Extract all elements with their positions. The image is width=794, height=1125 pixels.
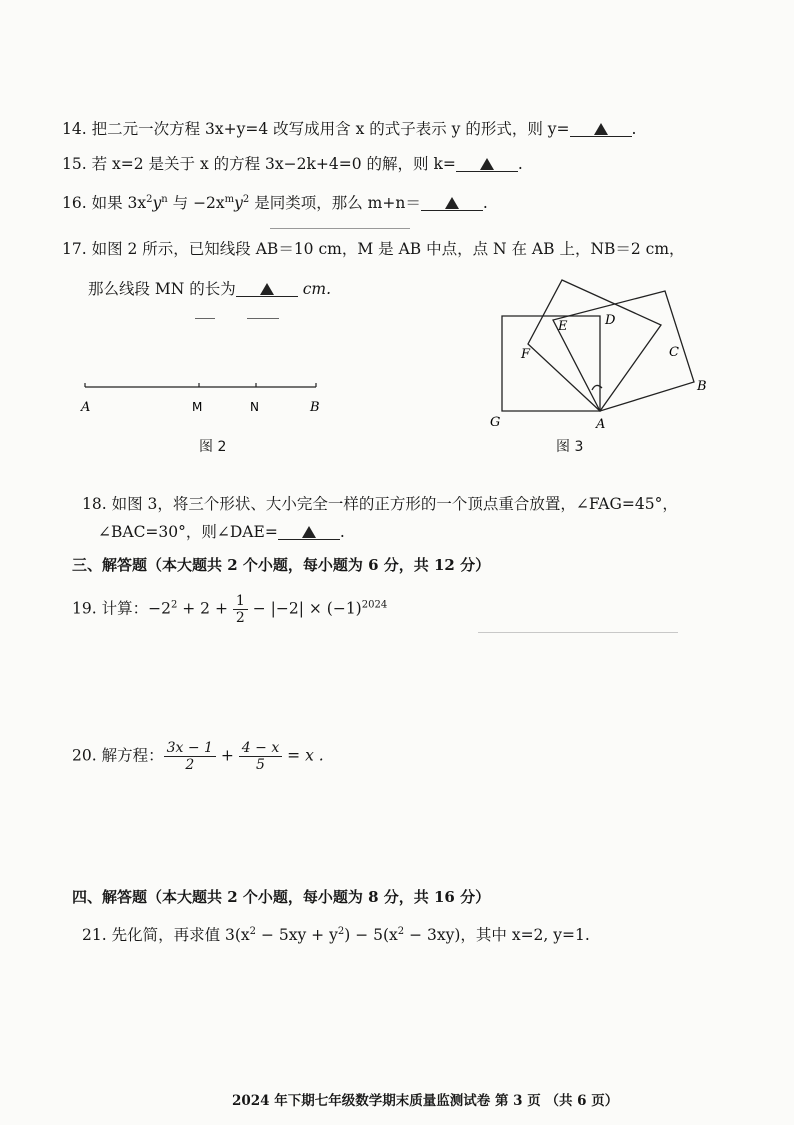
q16-text-e: 是同类项，那么 m+n＝ (249, 194, 421, 212)
q18-text2: ∠BAC=30°，则∠DAE= (98, 523, 278, 541)
label-c: C (669, 345, 679, 360)
label-g: G (490, 415, 501, 430)
q16-exp3: m (224, 193, 235, 205)
q20-fraction-2 (239, 741, 282, 772)
q18-text: 如图 3，将三个形状、大小完全一样的正方形的一个顶点重合放置，∠FAG=45°， (111, 495, 678, 513)
q15-end: . (517, 155, 523, 173)
q19-fraction (233, 594, 248, 625)
q19-expr-c: − |−2| × (−1) (247, 599, 362, 618)
q19-expr-a: −2 (148, 599, 171, 618)
q17-number: 17. (62, 240, 87, 258)
q20-plus: + (215, 746, 239, 765)
question-17-line2 (88, 282, 331, 298)
figure-3-caption: 图 3 (556, 439, 584, 455)
label-b: B (310, 400, 320, 415)
figure-2-segment (70, 375, 330, 425)
q21-e2: 2 (337, 925, 345, 937)
question-19 (72, 594, 387, 625)
label-d: D (605, 313, 616, 328)
figure-2-caption: 图 2 (199, 439, 227, 455)
q16-number: 16. (62, 194, 87, 212)
q15-answer-blank[interactable] (456, 157, 518, 172)
q19-number: 19. (72, 599, 97, 618)
scan-artifact-line (195, 318, 215, 319)
q16-exp1: 2 (146, 193, 153, 205)
label-b: B (697, 379, 707, 394)
question-16 (62, 193, 488, 212)
q18-end: . (339, 523, 345, 541)
question-18-line2 (98, 525, 345, 541)
question-20 (72, 741, 324, 772)
label-a: A (81, 400, 91, 415)
scan-artifact-line (270, 228, 410, 229)
scan-artifact-line (247, 318, 279, 319)
q14-end: . (631, 120, 637, 138)
q16-end: . (482, 194, 488, 212)
q17-text: 如图 2 所示，已知线段 AB＝10 cm，M 是 AB 中点，点 N 在 AB 上，NB＝2 cm， (91, 240, 685, 258)
q16-text-a: 如果 3x (91, 194, 147, 212)
q21-number: 21. (82, 926, 107, 944)
label-a: A (596, 417, 606, 432)
square-afed (528, 280, 661, 411)
page-footer: 2024 年下期七年级数学期末质量监测试卷 第 3 页 （共 6 页） (232, 1093, 619, 1109)
q19-frac-num: 1 (233, 594, 248, 610)
q19-expr-b: + 2 + (177, 599, 233, 618)
q20-f1-den: 2 (185, 757, 195, 773)
section-4-heading: 四、解答题（本大题共 2 个小题，每小题为 8 分，共 16 分） (72, 888, 491, 906)
triangle-icon (260, 283, 274, 295)
q16-answer-blank[interactable] (421, 196, 483, 211)
q21-text-d: − 3xy)，其中 x=2, y=1. (404, 926, 590, 944)
q18-answer-blank[interactable] (278, 525, 340, 540)
q20-fraction-1 (164, 741, 216, 772)
question-18 (82, 497, 678, 513)
q20-rhs: = x . (282, 746, 324, 765)
q21-e1: 2 (249, 925, 257, 937)
q19-label: 计算： (101, 599, 149, 618)
q15-text: 若 x=2 是关于 x 的方程 3x−2k+4=0 的解，则 k= (91, 155, 456, 173)
question-15 (62, 157, 523, 173)
q20-label: 解方程： (101, 746, 164, 765)
figure-3-squares (488, 278, 718, 433)
q21-e3: 2 (397, 925, 405, 937)
triangle-icon (445, 197, 459, 209)
q20-number: 20. (72, 746, 97, 765)
question-21 (82, 925, 590, 944)
question-17 (62, 242, 685, 258)
q19-exp-c: 2024 (361, 599, 388, 611)
question-14 (62, 122, 636, 138)
scan-artifact-line (478, 632, 678, 633)
triangle-icon (594, 123, 608, 135)
q15-number: 15. (62, 155, 87, 173)
triangle-icon (302, 526, 316, 538)
q21-text-b: − 5xy + y (256, 926, 338, 944)
q17-text2: 那么线段 MN 的长为 (88, 280, 236, 298)
q19-exp-a: 2 (170, 599, 178, 611)
q16-exp2: n (161, 193, 168, 205)
section-3-heading: 三、解答题（本大题共 2 个小题，每小题为 6 分，共 12 分） (72, 556, 491, 574)
label-e: E (558, 319, 568, 334)
q14-text: 把二元一次方程 3x+y=4 改写成用含 x 的式子表示 y 的形式，则 y= (91, 120, 570, 138)
q19-frac-den: 2 (235, 610, 245, 626)
q16-text-d: y (234, 194, 243, 212)
triangle-icon (480, 158, 494, 170)
q16-text-b: y (152, 194, 162, 212)
label-m: M (192, 400, 203, 414)
label-f: F (521, 347, 531, 362)
label-n: N (250, 400, 259, 414)
q16-text-c: 与 −2x (167, 194, 225, 212)
q17-unit: cm. (302, 280, 332, 298)
q20-f2-den: 5 (256, 757, 265, 773)
q18-number: 18. (82, 495, 107, 513)
q20-f1-num: 3x − 1 (164, 741, 216, 757)
q14-number: 14. (62, 120, 87, 138)
q21-text-c: ) − 5(x (344, 926, 398, 944)
q21-text-a: 先化简，再求值 3(x (111, 926, 250, 944)
q14-answer-blank[interactable] (570, 122, 632, 137)
q20-f2-num: 4 − x (239, 741, 282, 757)
q16-exp4: 2 (242, 193, 250, 205)
q17-answer-blank[interactable] (236, 282, 298, 297)
